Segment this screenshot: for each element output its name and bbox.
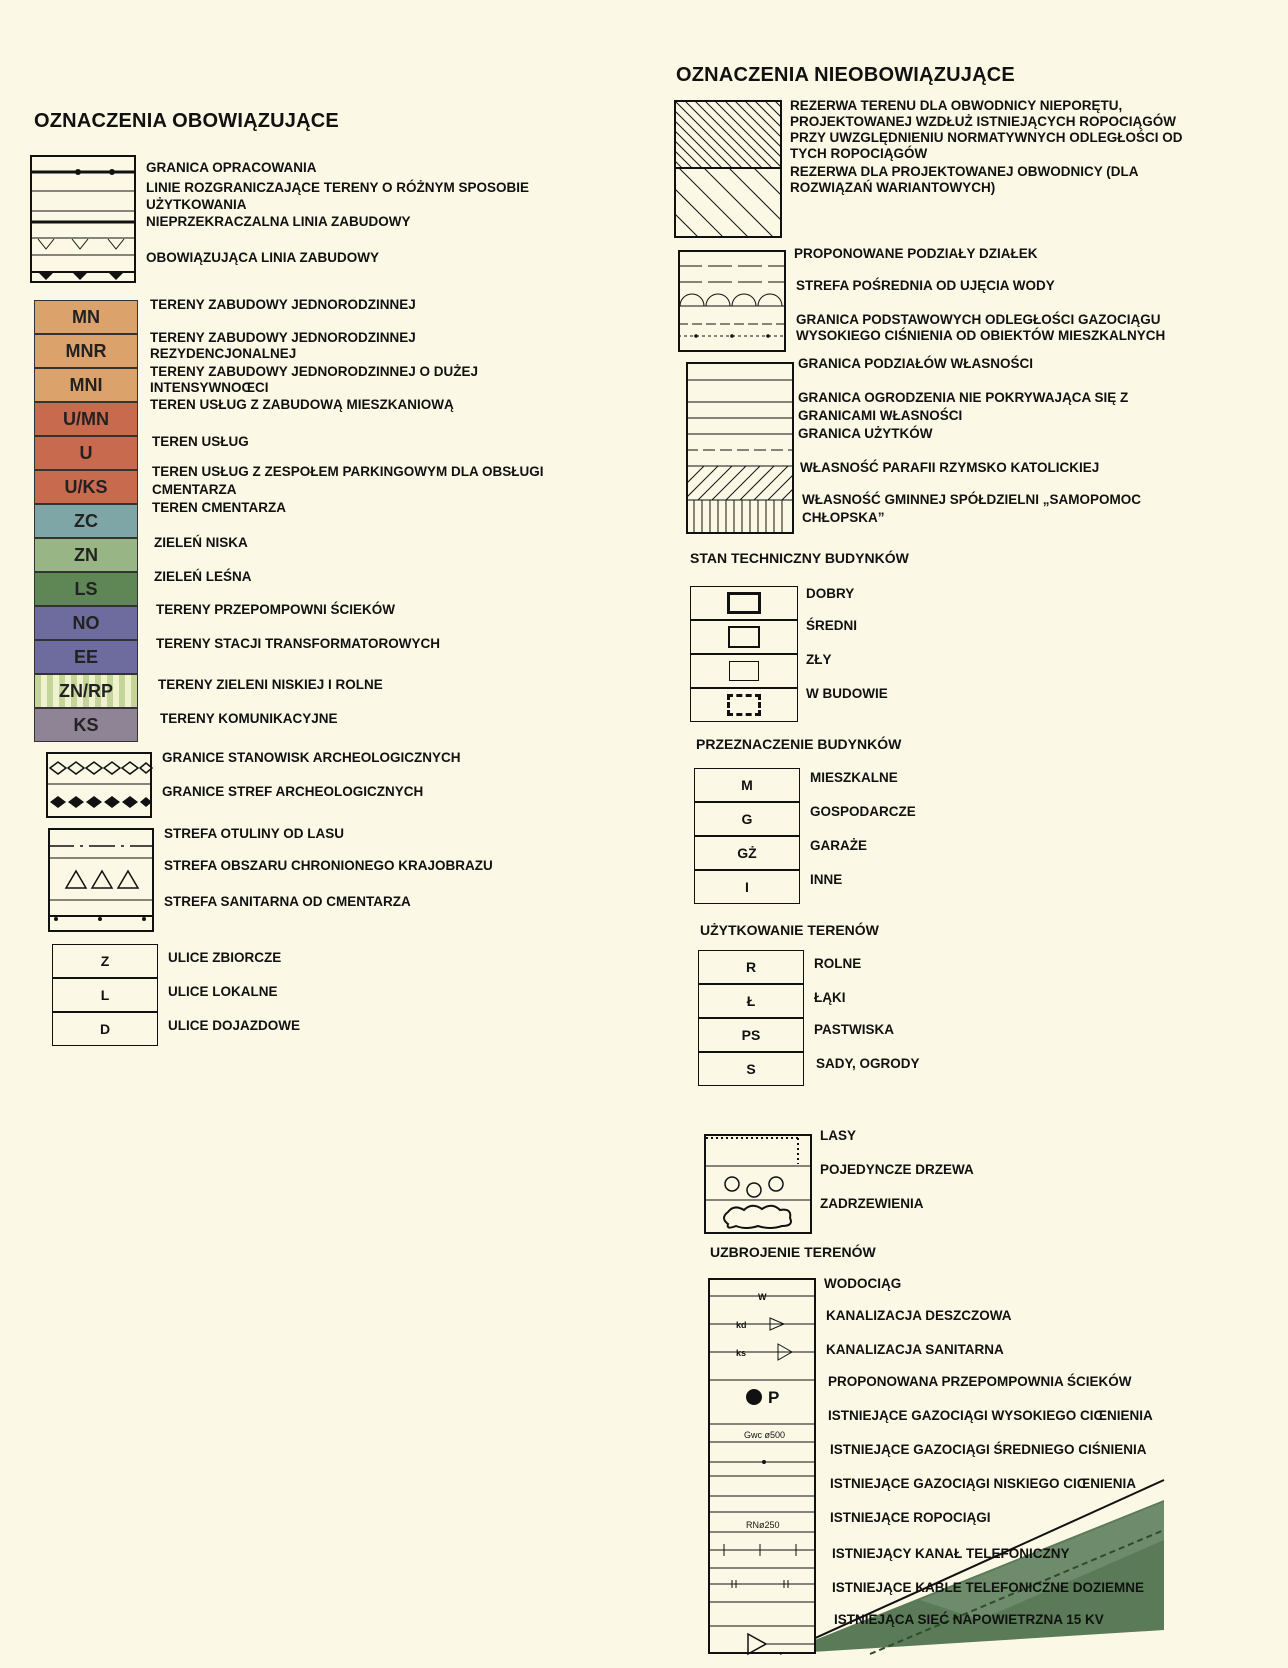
zone-swatch-zc: ZC bbox=[34, 504, 138, 538]
zone-label-u: TEREN USŁUG bbox=[152, 434, 249, 449]
zone-label-mni-2: INTENSYWNOŒCI bbox=[150, 380, 269, 395]
group2-label-granica: GRANICA PODSTAWOWYCH ODLEGŁOŚCI GAZOCIĄGU bbox=[796, 312, 1161, 327]
title-przeznaczenie: PRZEZNACZENIE BUDYNKÓW bbox=[696, 736, 902, 752]
group3-label-gminnej-2: CHŁOPSKA” bbox=[802, 510, 885, 525]
uzytk-cell-l: Ł bbox=[698, 984, 804, 1018]
reserve-label-6: ROZWIĄZAŃ WARIANTOWYCH) bbox=[790, 180, 996, 195]
przezn-cell-m: M bbox=[694, 768, 800, 802]
uzbr-graphic bbox=[708, 1278, 816, 1654]
zone-swatch-ls: LS bbox=[34, 572, 138, 606]
line-label-nieprzekraczalna: NIEPRZEKRACZALNA LINIA ZABUDOWY bbox=[146, 214, 411, 229]
stan-label-sredni: ŚREDNI bbox=[806, 618, 858, 633]
building-w-budowie-icon bbox=[727, 694, 761, 716]
przezn-cell-i: I bbox=[694, 870, 800, 904]
group2-label-strefa: STREFA POŚREDNIA OD UJĘCIA WODY bbox=[796, 278, 1055, 293]
reserve-label-4: TYCH ROPOCIĄGÓW bbox=[790, 146, 928, 161]
uzbr-label-kan-deszczowa: KANALIZACJA DESZCZOWA bbox=[826, 1308, 1012, 1323]
zone-label-mnr-2: REZYDENCJONALNEJ bbox=[150, 346, 297, 361]
przezn-label-m: MIESZKALNE bbox=[810, 770, 898, 785]
zone-swatch-uks: U/KS bbox=[34, 470, 138, 504]
uzbr-symbol-kd: kd bbox=[736, 1320, 747, 1330]
przezn-label-g: GOSPODARCZE bbox=[810, 804, 916, 819]
reserve-label-5: REZERWA DLA PROJEKTOWANEJ OBWODNICY (DLA bbox=[790, 164, 1139, 179]
strefa-label-otuliny: STREFA OTULINY OD LASU bbox=[164, 826, 345, 841]
zone-label-ls: ZIELEŃ LEŚNA bbox=[154, 569, 252, 584]
strefa-label-sanitarna: STREFA SANITARNA OD CMENTARZA bbox=[164, 894, 411, 909]
street-code-d: D bbox=[52, 1012, 158, 1046]
line-symbols-graphic bbox=[30, 155, 136, 283]
title-nieobowiazujace: OZNACZENIA NIEOBOWIĄZUJĄCE bbox=[676, 64, 1015, 86]
zone-label-ee: TERENY STACJI TRANSFORMATOROWYCH bbox=[156, 636, 441, 651]
uzbr-symbol-gwc: Gwc ø500 bbox=[744, 1430, 786, 1440]
zone-swatch-no: NO bbox=[34, 606, 138, 640]
strefy-graphic bbox=[48, 828, 154, 932]
stan-label-dobry: DOBRY bbox=[806, 586, 855, 601]
przezn-label-gz: GARAŻE bbox=[810, 838, 867, 853]
zone-label-uks: TEREN USŁUG Z ZESPOŁEM PARKINGOWYM DLA OBSŁUGI bbox=[152, 464, 544, 479]
title-uzbrojenie: UZBROJENIE TERENÓW bbox=[710, 1244, 876, 1260]
uzbr-label-gaz-niski: ISTNIEJĄCE GAZOCIĄGI NISKIEGO CIŒNIENIA bbox=[830, 1476, 1137, 1491]
street-code-l: L bbox=[52, 978, 158, 1012]
zone-swatch-ee: EE bbox=[34, 640, 138, 674]
street-label-l: ULICE LOKALNE bbox=[168, 984, 278, 999]
building-zly-icon bbox=[729, 661, 759, 681]
line-label-granica: GRANICA OPRACOWANIA bbox=[146, 160, 317, 175]
stan-cell-sredni bbox=[690, 620, 798, 654]
title-stan-techniczny: STAN TECHNICZNY BUDYNKÓW bbox=[690, 550, 909, 566]
zone-label-mnr: TERENY ZABUDOWY JEDNORODZINNEJ bbox=[150, 330, 416, 345]
zone-swatch-zn: ZN bbox=[34, 538, 138, 572]
uzytk-label-r: ROLNE bbox=[814, 956, 862, 971]
zone-label-znrp: TERENY ZIELENI NISKIEJ I ROLNE bbox=[158, 677, 383, 692]
stan-cell-w-budowie bbox=[690, 688, 798, 722]
zone-label-zc: TEREN CMENTARZA bbox=[152, 500, 286, 515]
stan-label-zly: ZŁY bbox=[806, 652, 832, 667]
trees-label-lasy: LASY bbox=[820, 1128, 857, 1143]
title-uzytkowanie: UŻYTKOWANIE TERENÓW bbox=[700, 922, 879, 938]
street-code-z: Z bbox=[52, 944, 158, 978]
line-label-obowiazujaca: OBOWIĄZUJĄCA LINIA ZABUDOWY bbox=[146, 250, 379, 265]
group3-label-uzytkow: GRANICA UŻYTKÓW bbox=[798, 426, 933, 441]
zone-label-umn: TEREN USŁUG Z ZABUDOWĄ MIESZKANIOWĄ bbox=[150, 397, 454, 412]
stan-label-w-budowie: W BUDOWIE bbox=[806, 686, 888, 701]
line-label-uzytkowania: UŻYTKOWANIA bbox=[146, 197, 247, 212]
zone-swatch-ks: KS bbox=[34, 708, 138, 742]
zone-swatch-mnr: MNR bbox=[34, 334, 138, 368]
uzytk-cell-s: S bbox=[698, 1052, 804, 1086]
street-label-d: ULICE DOJAZDOWE bbox=[168, 1018, 301, 1033]
zone-label-ks: TERENY KOMUNIKACYJNE bbox=[160, 711, 338, 726]
zone-swatch-umn: U/MN bbox=[34, 402, 138, 436]
reserve-hatch-graphic bbox=[674, 100, 782, 238]
uzytk-label-ps: PASTWISKA bbox=[814, 1022, 894, 1037]
archeo-label-stanowisk: GRANICE STANOWISK ARCHEOLOGICZNYCH bbox=[162, 750, 461, 765]
uzbr-label-przepompownia: PROPONOWANA PRZEPOMPOWNIA ŚCIEKÓW bbox=[828, 1374, 1132, 1389]
group3-label-ogrodzenia-2: GRANICAMI WŁASNOŚCI bbox=[798, 408, 963, 423]
uzbr-label-kable-tel: ISTNIEJĄCE KABLE TELEFONICZNE DOZIEMNE bbox=[832, 1580, 1145, 1595]
group3-label-parafii: WŁASNOŚĆ PARAFII RZYMSKO KATOLICKIEJ bbox=[800, 460, 1100, 475]
zone-label-no: TERENY PRZEPOMPOWNI ŚCIEKÓW bbox=[156, 602, 396, 617]
group2-label-granica-2: WYSOKIEGO CIŚNIENIA OD OBIEKTÓW MIESZKALNYCH bbox=[796, 328, 1166, 343]
group3-label-ogrodzenia: GRANICA OGRODZENIA NIE POKRYWAJĄCA SIĘ Z bbox=[798, 390, 1129, 405]
uzbr-label-kan-sanitarna: KANALIZACJA SANITARNA bbox=[826, 1342, 1004, 1357]
group3-label-gminnej: WŁASNOŚĆ GMINNEJ SPÓŁDZIELNI „SAMOPOMOC bbox=[802, 492, 1142, 507]
uzbr-label-siec-15kv: ISTNIEJĄCA SIEĆ NAPOWIETRZNA 15 KV bbox=[834, 1612, 1104, 1627]
zone-swatch-mn: MN bbox=[34, 300, 138, 334]
zone-swatch-mni: MNI bbox=[34, 368, 138, 402]
uzytk-label-l: ŁĄKI bbox=[814, 990, 846, 1005]
line-label-linie: LINIE ROZGRANICZAJĄCE TERENY O RÓŻNYM SPOSOBIE bbox=[146, 180, 530, 195]
uzbr-symbol-w: W bbox=[758, 1292, 767, 1302]
reserve-label-3: PRZY UWZGLĘDNIENIU NORMATYWNYCH ODLEGŁOŚCI OD bbox=[790, 130, 1183, 145]
uzbr-label-gaz-wysoki: ISTNIEJĄCE GAZOCIĄGI WYSOKIEGO CIŒNIENIA bbox=[828, 1408, 1153, 1423]
przezn-cell-gz: GŻ bbox=[694, 836, 800, 870]
zone-swatch-u: U bbox=[34, 436, 138, 470]
reserve-label-2: PROJEKTOWANEJ WZDŁUŻ ISTNIEJĄCYCH ROPOCIĄGÓW bbox=[790, 114, 1177, 129]
uzbr-label-wodociag: WODOCIĄG bbox=[824, 1276, 902, 1291]
uzbr-symbol-rn: RNø250 bbox=[746, 1520, 780, 1530]
archeo-label-stref: GRANICE STREF ARCHEOLOGICZNYCH bbox=[162, 784, 424, 799]
uzytk-label-s: SADY, OGRODY bbox=[816, 1056, 920, 1071]
przezn-label-i: INNE bbox=[810, 872, 843, 887]
title-obowiazujace: OZNACZENIA OBOWIĄZUJĄCE bbox=[34, 110, 339, 132]
zone-label-mn: TERENY ZABUDOWY JEDNORODZINNEJ bbox=[150, 297, 416, 312]
uzbr-label-gaz-sredni: ISTNIEJĄCE GAZOCIĄGI ŚREDNIEGO CIŚNIENIA bbox=[830, 1442, 1147, 1457]
trees-label-zadrzewienia: ZADRZEWIENIA bbox=[820, 1196, 924, 1211]
uzytk-cell-ps: PS bbox=[698, 1018, 804, 1052]
group2-label-podzialy: PROPONOWANE PODZIAŁY DZIAŁEK bbox=[794, 246, 1038, 261]
uzbr-label-kanal-tel: ISTNIEJĄCY KANAŁ TELEFONICZNY bbox=[832, 1546, 1070, 1561]
group2-graphic bbox=[678, 250, 786, 352]
uzbr-label-ropociagi: ISTNIEJĄCE ROPOCIĄGI bbox=[830, 1510, 991, 1525]
building-sredni-icon bbox=[728, 626, 760, 648]
zone-swatch-znrp: ZN/RP bbox=[34, 674, 138, 708]
group3-graphic bbox=[686, 362, 794, 534]
reserve-label-1: REZERWA TERENU DLA OBWODNICY NIEPORĘTU, bbox=[790, 98, 1123, 113]
trees-label-pojedyncze: POJEDYNCZE DRZEWA bbox=[820, 1162, 974, 1177]
archeo-graphic bbox=[46, 752, 152, 818]
przezn-cell-g: G bbox=[694, 802, 800, 836]
stan-cell-zly bbox=[690, 654, 798, 688]
uzbr-symbol-p: P bbox=[768, 1388, 780, 1407]
strefa-label-krajobrazu: STREFA OBSZARU CHRONIONEGO KRAJOBRAZU bbox=[164, 858, 493, 873]
zone-label-zn: ZIELEŃ NISKA bbox=[154, 535, 248, 550]
trees-graphic bbox=[704, 1134, 812, 1234]
street-label-z: ULICE ZBIORCZE bbox=[168, 950, 282, 965]
uzytk-cell-r: R bbox=[698, 950, 804, 984]
stan-cell-dobry bbox=[690, 586, 798, 620]
group3-label-podzialow: GRANICA PODZIAŁÓW WŁASNOŚCI bbox=[798, 356, 1033, 371]
building-dobry-icon bbox=[727, 592, 761, 614]
uzbr-symbol-ks: ks bbox=[736, 1348, 747, 1358]
zone-label-uks-2: CMENTARZA bbox=[152, 482, 237, 497]
zone-label-mni: TERENY ZABUDOWY JEDNORODZINNEJ O DUŻEJ bbox=[150, 364, 479, 379]
